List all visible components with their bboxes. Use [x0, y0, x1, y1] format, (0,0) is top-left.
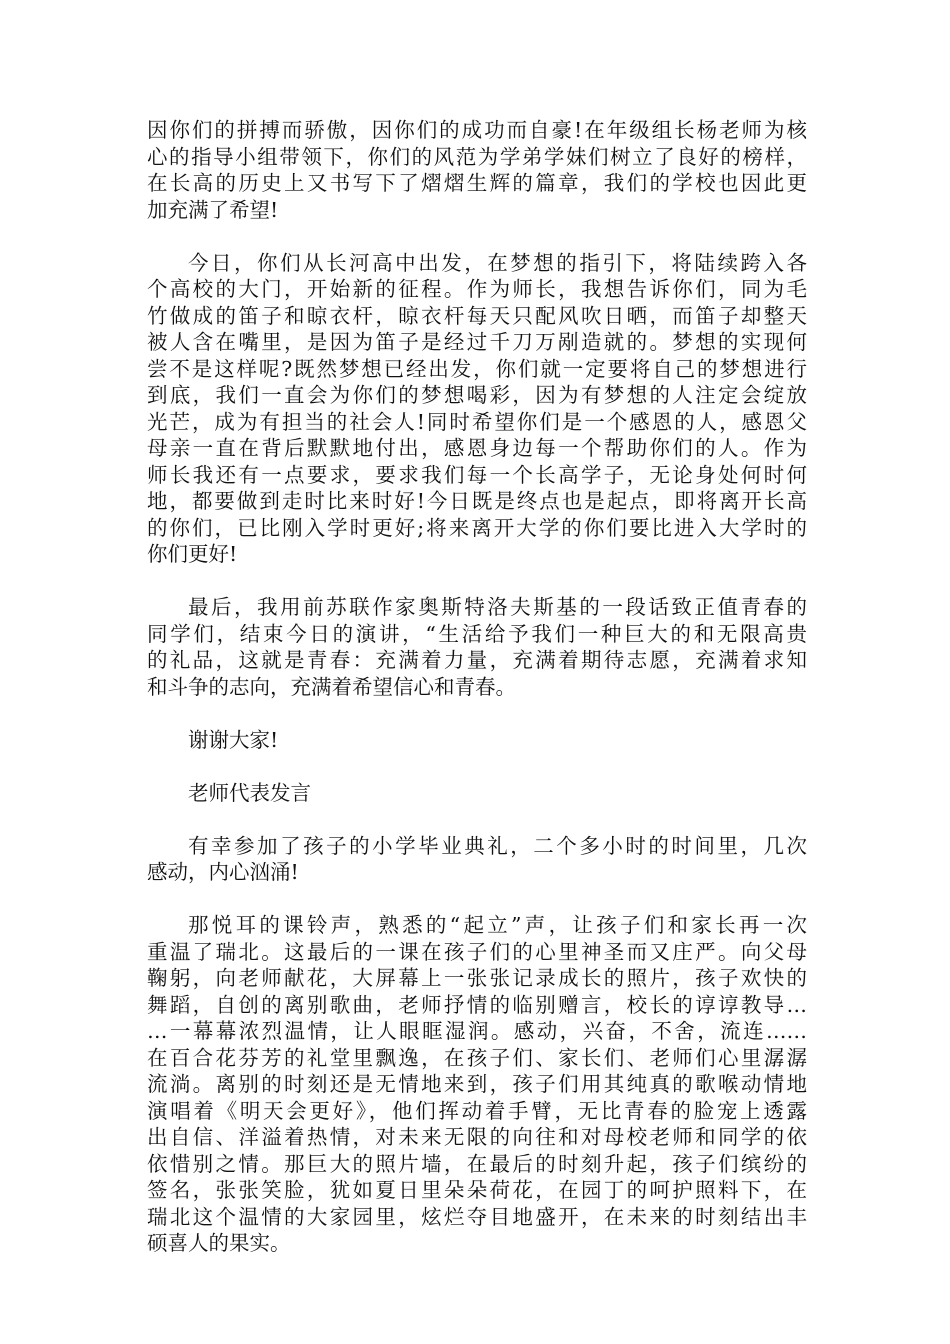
- text-line: 的礼品，这就是青春：充满着力量，充满着期待志愿，充满着求知: [147, 648, 807, 672]
- text-line: 依惜别之情。那巨大的照片墙，在最后的时刻升起，孩子们缤纷的: [147, 1151, 807, 1176]
- text-line: 有幸参加了孩子的小学毕业典礼，二个多小时的时间里，几次: [188, 833, 807, 858]
- text-line: 在百合花芬芳的礼堂里飘逸，在孩子们、家长们、老师们心里潺潺: [147, 1045, 807, 1070]
- section-heading-teacher-speech: [147, 780, 807, 807]
- text-line: 那悦耳的课铃声，熟悉的“起立”声，让孩子们和家长再一次: [188, 913, 807, 937]
- text-line: 师长我还有一点要求，要求我们每一个长高学子，无论身处何时何: [147, 462, 807, 487]
- text-line: 重温了瑞北。这最后的一课在孩子们的心里神圣而又庄严。向父母: [147, 939, 807, 964]
- text-line: 你们更好!: [147, 542, 238, 566]
- text-line: 舞蹈，自创的离别歌曲，老师抒情的临别赠言，校长的谆谆教导…: [147, 992, 807, 1017]
- text-line: 出自信、洋溢着热情，对未来无限的向往和对母校老师和同学的依: [147, 1125, 807, 1149]
- text-line: 感动，内心汹涌!: [147, 860, 299, 884]
- paragraph-ceremony-intro: [147, 833, 807, 886]
- text-line: 和斗争的志向，充满着希望信心和青春。: [147, 674, 516, 699]
- text-line: 加充满了希望!: [147, 197, 279, 222]
- paragraph-dreams: [147, 250, 807, 568]
- text-line: 因你们的拼搏而骄傲，因你们的成功而自豪!在年级组长杨老师为核: [147, 118, 807, 142]
- text-line: 到底，我们一直会为你们的梦想喝彩，因为有梦想的人注定会绽放: [147, 383, 807, 407]
- paragraph-ceremony-details: [147, 912, 807, 1257]
- paragraph-youth-quote: [147, 594, 807, 700]
- document-page: [147, 117, 807, 1283]
- text-line: 个高校的大门，开始新的征程。作为师长，我想告诉你们，同为毛: [147, 277, 807, 301]
- paragraph-thanks: [147, 727, 807, 754]
- text-line: 在长高的历史上又书写下了熠熠生辉的篇章，我们的学校也因此更: [147, 171, 807, 195]
- text-line: 硕喜人的果实。: [147, 1231, 291, 1255]
- text-line: 谢谢大家!: [188, 727, 279, 752]
- text-line: 流淌。离别的时刻还是无情地来到，孩子们用其纯真的歌喉动情地: [147, 1072, 807, 1096]
- text-line: 竹做成的笛子和晾衣杆，晾衣杆每天只配风吹日晒，而笛子却整天: [147, 303, 807, 328]
- text-line: 最后，我用前苏联作家奥斯特洛夫斯基的一段话致正值青春的: [188, 595, 807, 619]
- text-line: 光芒，成为有担当的社会人!同时希望你们是一个感恩的人，感恩父: [147, 409, 807, 434]
- text-line: 鞠躬，向老师献花，大屏幕上一张张记录成长的照片，孩子欢快的: [147, 966, 807, 990]
- text-line: 演唱着《明天会更好》，他们挥动着手臂，无比青春的脸宠上透露: [147, 1098, 807, 1123]
- text-line: 同学们，结束今日的演讲，“生活给予我们一种巨大的和无限高贵: [147, 621, 807, 646]
- text-line: 被人含在嘴里，是因为笛子是经过千刀万剐造就的。梦想的实现何: [147, 330, 807, 354]
- text-line: 母亲一直在背后默默地付出，感恩身边每一个帮助你们的人。作为: [147, 436, 807, 460]
- text-line: 地，都要做到走时比来时好!今日既是终点也是起点，即将离开长高: [147, 489, 807, 513]
- text-line: 今日，你们从长河高中出发，在梦想的指引下，将陆续跨入各: [188, 250, 807, 275]
- text-line: 签名，张张笑脸，犹如夏日里朵朵荷花，在园丁的呵护照料下，在: [147, 1178, 807, 1202]
- text-line: 的你们，已比刚入学时更好;将来离开大学的你们要比进入大学时的: [147, 515, 807, 540]
- paragraph-pride: [147, 117, 807, 223]
- text-line: 心的指导小组带领下，你们的风范为学弟学妹们树立了良好的榜样，: [147, 144, 807, 169]
- text-line: 尝不是这样呢?既然梦想已经出发，你们就一定要将自己的梦想进行: [147, 356, 807, 381]
- text-line: 瑞北这个温情的大家园里，炫烂夺目地盛开，在未来的时刻结出丰: [147, 1204, 807, 1229]
- text-line: …一幕幕浓烈温情，让人眼眶湿润。感动，兴奋，不舍，流连……: [147, 1019, 807, 1043]
- text-line: 老师代表发言: [188, 780, 311, 805]
